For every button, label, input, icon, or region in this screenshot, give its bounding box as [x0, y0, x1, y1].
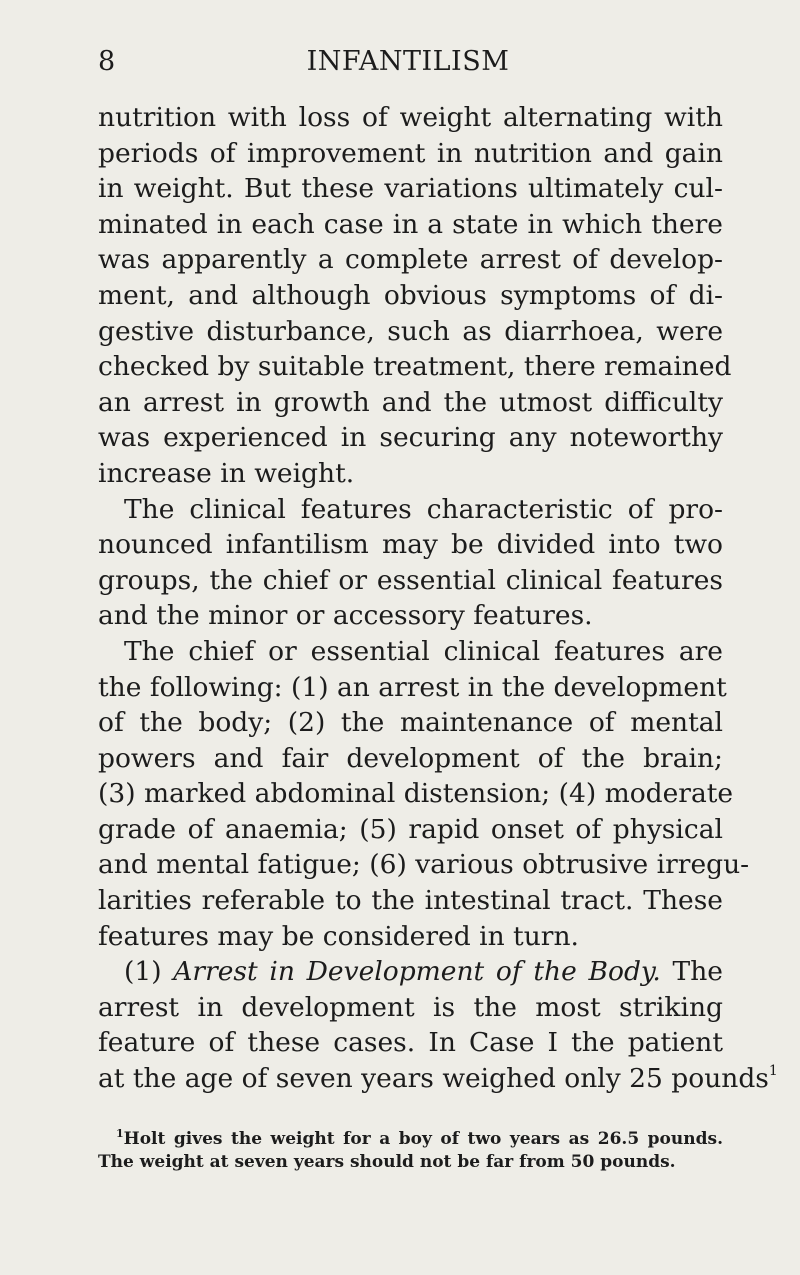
text-line: gestive disturbance, such as diarrhoea, were — [98, 315, 723, 347]
text-line: groups, the chief or essential clinical features — [98, 564, 723, 596]
footnote-text: Holt gives the weight for a boy of two years as 26.5 pounds. — [123, 1129, 723, 1149]
section-heading: Arrest in Development of the Body. — [173, 956, 661, 988]
text-line: features may be considered in turn. — [98, 920, 579, 952]
footnote-line: The weight at seven years should not be far from 50 pounds. — [98, 1151, 676, 1172]
text-fragment: at the age of seven years weighed only 25 pounds — [98, 1063, 769, 1095]
body-text — [98, 100, 778, 1097]
text-line — [98, 954, 723, 990]
text-line: feature of these cases. In Case I the patient — [98, 1027, 723, 1059]
text-line: was experienced in securing any noteworthy — [98, 422, 723, 454]
text-line: an arrest in growth and the utmost difficulty — [98, 386, 723, 418]
footnote-mark: 1 — [116, 1127, 124, 1140]
paragraph-3 — [98, 634, 750, 954]
text-line: minated in each case in a state in which there — [98, 208, 723, 240]
section-number: (1) — [124, 956, 162, 988]
text-line: in weight. But these variations ultimately cul- — [98, 173, 723, 205]
text-line: The clinical features characteristic of pro- — [124, 493, 723, 525]
text-line: powers and fair development of the brain; — [98, 742, 723, 774]
text-line: The chief or essential clinical features are — [124, 635, 723, 667]
text-line: (3) marked abdominal distension; (4) moderate — [98, 778, 734, 810]
text-line: the following: (1) an arrest in the development — [98, 671, 727, 703]
text-line — [98, 1061, 778, 1097]
running-title: INFANTILISM — [306, 46, 510, 77]
text-line: and mental fatigue; (6) various obtrusive irregu- — [98, 849, 750, 881]
footnote-reference[interactable]: 1 — [768, 1063, 778, 1080]
text-line: was apparently a complete arrest of develop- — [98, 244, 723, 276]
text-line: increase in weight. — [98, 457, 355, 489]
text-line: nounced infantilism may be divided into two — [98, 529, 723, 561]
text-line: and the minor or accessory features. — [98, 600, 593, 632]
footnote — [98, 1128, 723, 1173]
paragraph-1 — [98, 100, 732, 492]
paragraph-2 — [98, 492, 723, 634]
text-line: ment, and although obvious symptoms of di- — [98, 279, 723, 311]
page-number: 8 — [98, 46, 116, 77]
paragraph-4 — [98, 954, 778, 1096]
page-header — [98, 46, 718, 82]
text-line: checked by suitable treatment, there remained — [98, 351, 732, 383]
text-line: larities referable to the intestinal tract. These — [98, 885, 723, 917]
text-line: of the body; (2) the maintenance of mental — [98, 707, 723, 739]
text-fragment: The — [672, 956, 723, 988]
text-line: grade of anaemia; (5) rapid onset of physical — [98, 813, 723, 845]
text-line: periods of improvement in nutrition and gain — [98, 137, 723, 169]
text-line: nutrition with loss of weight alternating with — [98, 102, 723, 133]
text-line: arrest in development is the most striking — [98, 991, 723, 1023]
footnote-line — [98, 1128, 723, 1151]
